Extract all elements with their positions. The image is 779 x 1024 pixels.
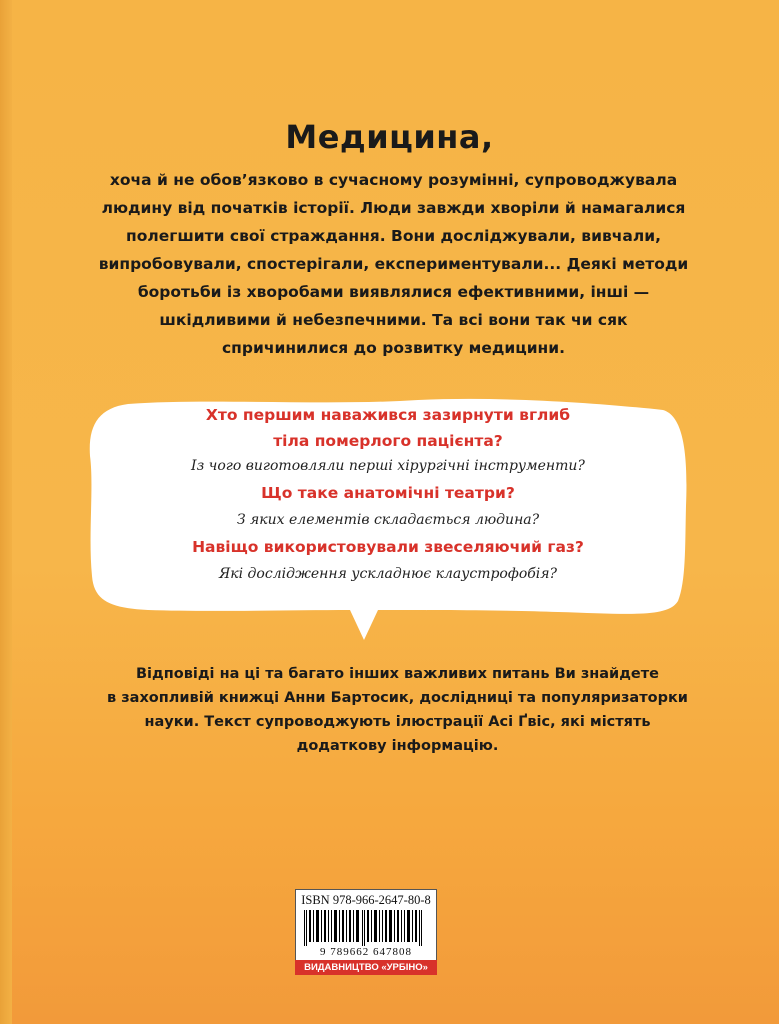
intro-line: хоча й не обов’язково в сучасному розумінні, супроводжувала	[109, 171, 678, 189]
publisher-label: ВИДАВНИЦТВО «УРБІНО»	[295, 960, 437, 975]
barcode-digits: 9 789662 647808	[320, 946, 412, 958]
intro-line: випробовували, спостерігали, експериментували... Деякі методи	[98, 255, 689, 273]
question-6: Які дослідження ускладнює клаустрофобія?	[218, 566, 558, 582]
outro-line: науки. Текст супроводжують ілюстрації Асі Ґвіс, які містять	[144, 714, 651, 730]
outro-line: в захопливій книжці Анни Бартосик, дослідниці та популяризаторки	[107, 690, 688, 706]
question-4: З яких елементів складається людина?	[236, 512, 540, 528]
outro-paragraph	[40, 662, 755, 758]
question-3: Що таке анатомічні театри?	[261, 484, 515, 502]
page-title: Медицина,	[285, 118, 494, 156]
question-5: Навіщо використовували звеселяючий газ?	[192, 538, 584, 556]
intro-line: боротьби із хворобами виявлялися ефективними, інші —	[137, 283, 650, 301]
outro-line: додаткову інформацію.	[296, 738, 499, 754]
barcode-icon	[302, 910, 430, 946]
isbn-number: ISBN 978-966-2647-80-8	[301, 893, 431, 907]
intro-paragraph	[36, 166, 751, 362]
intro-line: людину від початків історії. Люди завжди хворіли й намагалися	[101, 199, 686, 217]
intro-line: спричинилися до розвитку медицини.	[221, 339, 566, 357]
question-1a: Хто першим наважився зазирнути вглиб	[205, 406, 571, 424]
intro-line: шкідливими й небезпечними. Та всі вони так чи сяк	[159, 311, 628, 329]
question-2: Із чого виготовляли перші хірургічні інструменти?	[191, 458, 585, 474]
question-1b: тіла померлого пацієнта?	[273, 432, 503, 450]
intro-line: полегшити свої страждання. Вони досліджували, вивчали,	[126, 227, 661, 245]
isbn-barcode-box	[295, 889, 437, 961]
outro-line: Відповіді на ці та багато інших важливих питань Ви знайдете	[135, 666, 659, 682]
